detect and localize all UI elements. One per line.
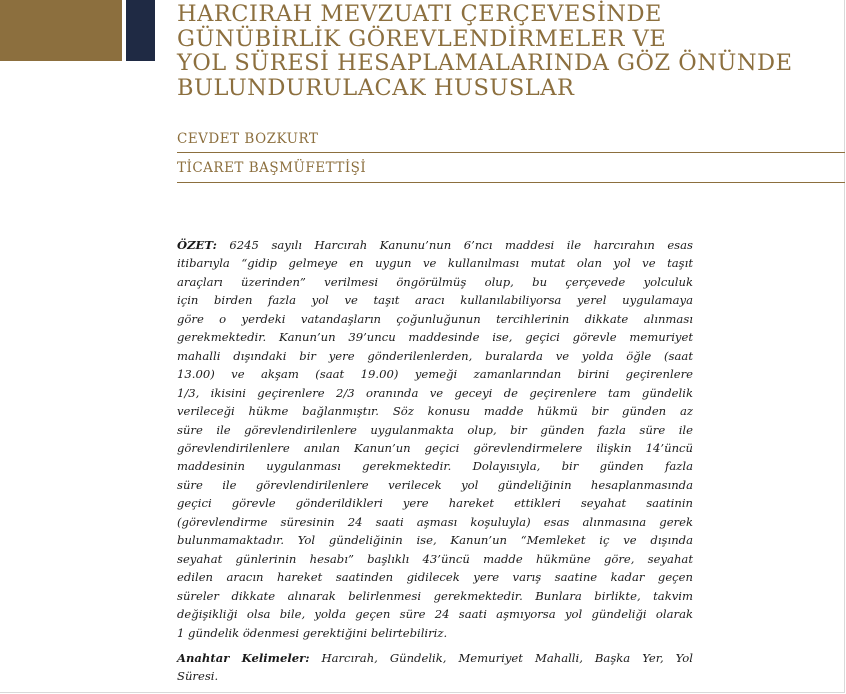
abstract-line: itibarıyla “gidip gelmeye en uygun ve kullanılması mutat olan yol ve taşıt — [177, 256, 693, 271]
abstract-line: süreler dikkate alınarak belirlenmesi gerekmektedir. Bunlara birlikte, takvim — [177, 588, 693, 603]
title-line: GÜNÜBİRLİK GÖREVLENDİRMELER VE — [177, 25, 667, 52]
abstract-line: gerekmektedir. Kanun’un 39’uncu maddesinde ise, geçici görevle memuriyet — [177, 330, 693, 345]
abstract-line: değişikliği olsa bile, yolda geçen süre 24 saati aşmıyorsa yol gündeliği olarak — [177, 607, 693, 622]
abstract-line: bulunmamaktadır. Yol gündeliğinin ise, Kanun’un “Memleket iç ve dışında — [177, 533, 693, 548]
abstract-line — [177, 236, 693, 254]
abstract-label: ÖZET: — [177, 238, 217, 252]
keywords-line: Süresi. — [177, 669, 219, 684]
keywords-text: Harcırah, Gündelik, Memuriyet Mahalli, Başka Yer, Yol — [309, 651, 693, 665]
abstract-line: 13.00) ve akşam (saat 19.00) yemeği zamanlarından birini geçirenlere — [177, 367, 693, 382]
abstract-line-text: 6245 sayılı Harcırah Kanunu’nun 6’ncı maddesi ile harcırahın esas — [216, 238, 693, 252]
abstract-line: göre o yerdeki vatandaşların çoğunluğunun tercihlerinin dikkate alınması — [177, 311, 693, 326]
abstract-line: araçları üzerinden” verilmesi öngörülmüş olup, bu çerçevede yolculuk — [177, 274, 693, 289]
abstract-line: geçici görevle gönderildikleri yere hareket ettikleri seyahat saatinin — [177, 496, 693, 511]
header-gold-block — [0, 0, 122, 61]
divider — [177, 182, 845, 183]
header-navy-block — [126, 0, 155, 61]
abstract-line: süre ile görevlendirilenlere uygulanmakta olup, bir günden fazla süre ile — [177, 422, 693, 437]
divider — [177, 152, 845, 153]
keywords-line — [177, 649, 693, 667]
abstract — [177, 236, 693, 642]
abstract-line: verileceği hükme bağlanmıştır. Söz konusu madde hükmü bir günden az — [177, 404, 693, 419]
keywords — [177, 649, 693, 686]
abstract-line: 1 gündelik ödenmesi gerektiğini belirtebiliriz. — [177, 625, 448, 640]
abstract-line: edilen aracın hareket saatinden gidilecek yere varış saatine kadar geçen — [177, 570, 693, 585]
abstract-line: görevlendirilenlere anılan Kanun’un geçici görevlendirmelere ilişkin 14’üncü — [177, 440, 693, 455]
abstract-line: mahalli dışındaki bir yere gönderilenlerden, buralarda ve yolda öğle (saat — [177, 348, 693, 363]
abstract-line: maddesinin uygulanması gerekmektedir. Dolayısıyla, bir günden fazla — [177, 459, 693, 474]
article-title — [177, 2, 817, 100]
title-line: BULUNDURULACAK HUSUSLAR — [177, 74, 575, 101]
abstract-line: (görevlendirme süresinin 24 saati aşması koşuluyla) esas alınmasına gerek — [177, 514, 693, 529]
abstract-line: süre ile görevlendirilenlere verilecek yol gündeliğinin hesaplanmasında — [177, 477, 693, 492]
author-affiliation: TİCARET BAŞMÜFETTİŞİ — [177, 160, 367, 176]
abstract-line: seyahat günlerinin hesabı” başlıklı 43’üncü madde hükmüne göre, seyahat — [177, 551, 693, 566]
author-name: CEVDET BOZKURT — [177, 131, 319, 147]
abstract-line: 1/3, ikisini geçirenlere 2/3 oranında ve geceyi de geçirenlere tam gündelik — [177, 385, 693, 400]
title-line: HARCIRAH MEVZUATI ÇERÇEVESİNDE — [177, 1, 662, 27]
keywords-label: Anahtar Kelimeler: — [177, 651, 310, 665]
title-line: YOL SÜRESİ HESAPLAMALARINDA GÖZ ÖNÜNDE — [177, 50, 793, 76]
abstract-line: için birden fazla yol ve taşıt aracı kullanılabiliyorsa yerel uygulamaya — [177, 293, 693, 308]
